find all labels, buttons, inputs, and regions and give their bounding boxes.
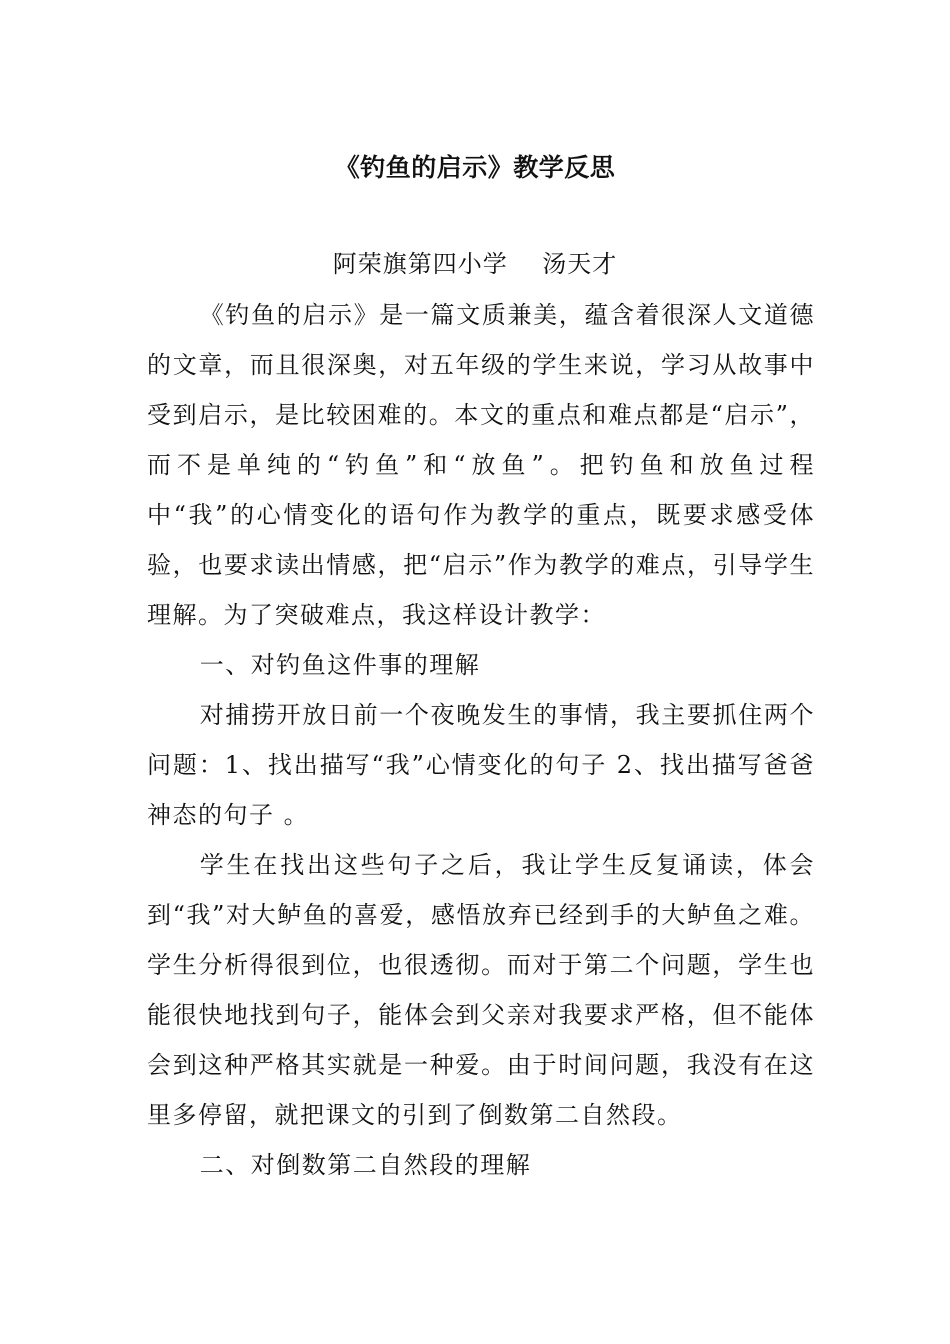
section-heading-1: 一、对钓鱼这件事的理解 <box>199 651 481 679</box>
document-author: 阿荣旗第四小学 汤天才 <box>332 250 618 278</box>
paragraph-intro: 《钓鱼的启示》是一篇文质兼美，蕴含着很深人文道德的文章，而且很深奥，对五年级的学生来说，学习从故事中受到启示，是比较困难的。本文的重点和难点都是“启示”，而不是单纯的“钓鱼”和“放鱼”。把钓鱼和放鱼过程中“我”的心情变化的语句作为教学的重点，既要求感受体验，也要求读出情感，把“启示”作为教学的难点，引导学生理解。为了突破难点，我这样设计教学： <box>147 301 815 629</box>
document-body <box>147 290 815 1190</box>
paragraph-analysis: 学生在找出这些句子之后，我让学生反复诵读，体会到“我”对大鲈鱼的喜爱，感悟放弃已经到手的大鲈鱼之难。学生分析得很到位，也很透彻。而对于第二个问题，学生也能很快地找到句子，能体会到父亲对我要求严格，但不能体会到这种严格其实就是一种爱。由于时间问题，我没有在这里多停留，就把课文的引到了倒数第二自然段。 <box>147 851 815 1129</box>
document-title: 《钓鱼的启示》教学反思 <box>334 153 616 182</box>
section-heading-2: 二、对倒数第二自然段的理解 <box>199 1151 532 1179</box>
paragraph-questions: 对捕捞开放日前一个夜晚发生的事情，我主要抓住两个问题：1、找出描写“我”心情变化的句子 2、找出描写爸爸神态的句子 。 <box>147 701 815 829</box>
